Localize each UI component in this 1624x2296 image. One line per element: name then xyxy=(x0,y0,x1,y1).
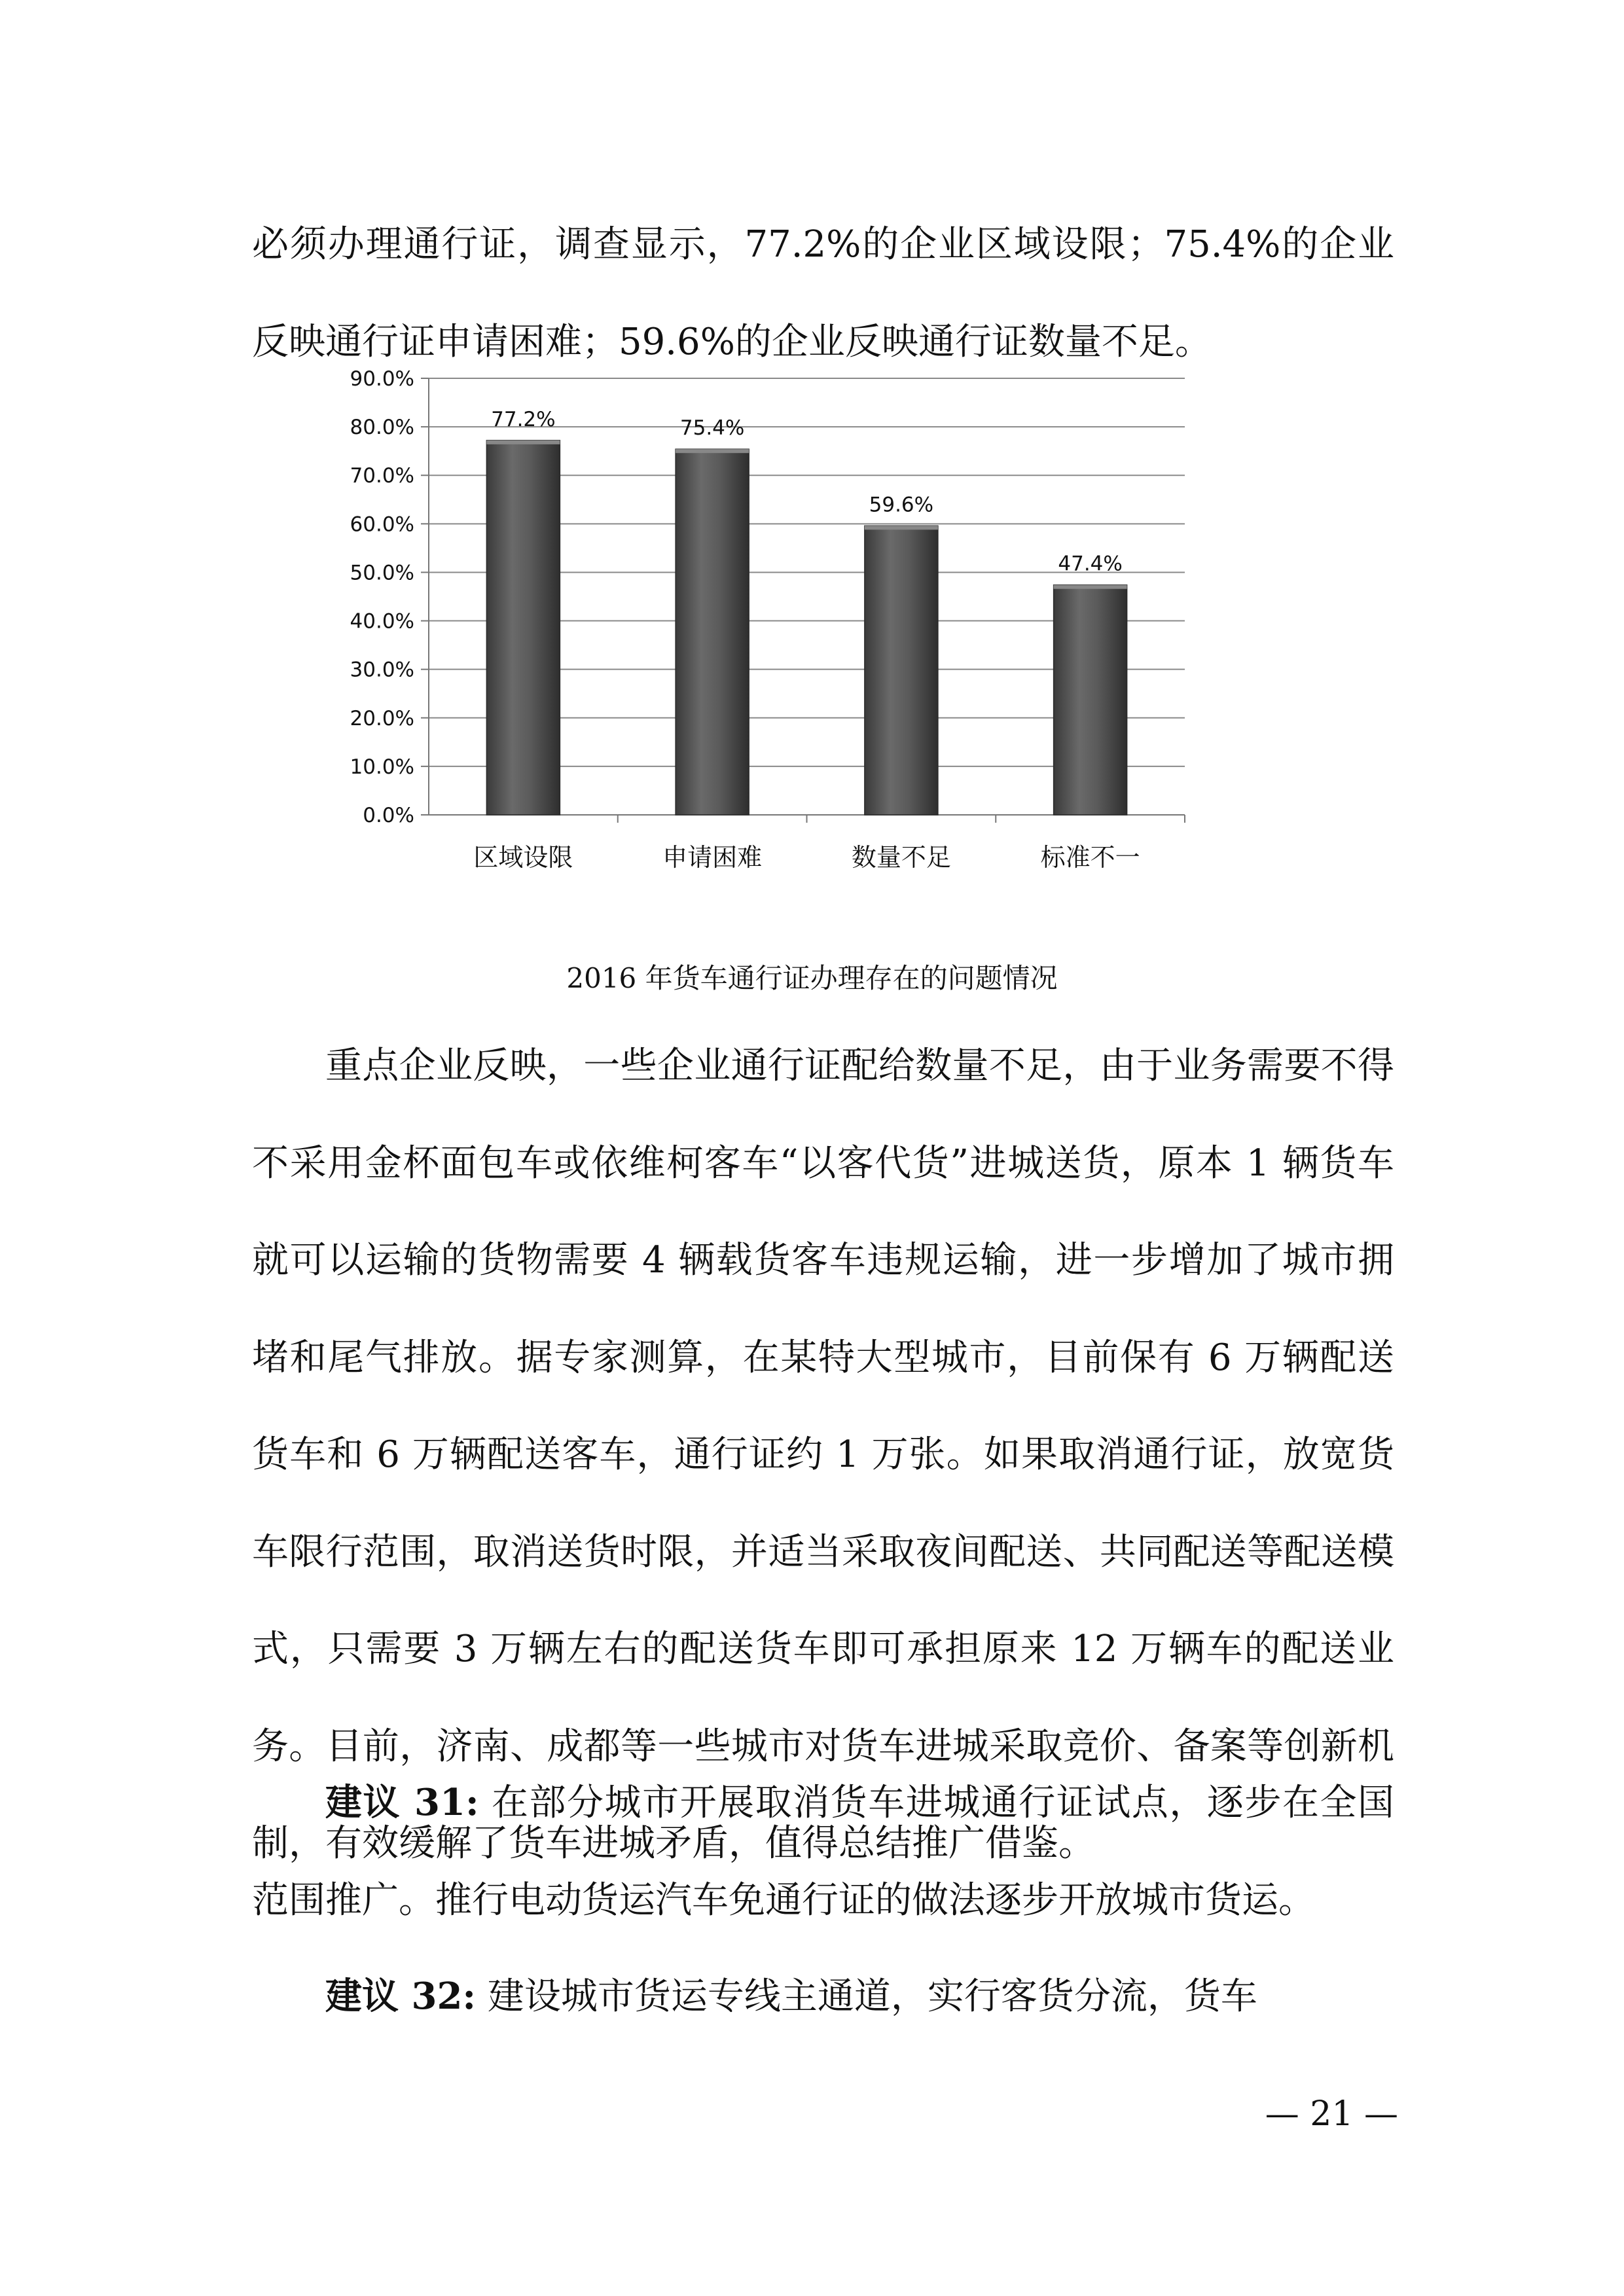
bar-top-highlight xyxy=(1054,585,1127,589)
bar-top-highlight xyxy=(486,440,560,444)
bar xyxy=(676,449,749,815)
chart-caption: 2016 年货车通行证办理存在的问题情况 xyxy=(566,962,1058,994)
suggestion-32-text: 建设城市货运专线主通道，实行客货分流，货车 xyxy=(476,1975,1257,2018)
bar xyxy=(865,526,938,815)
paragraph-intro: 必须办理通行证，调查显示，77.2%的企业区域设限；75.4%的企业反映通行证申请困难；59.6%的企业反映通行证数量不足。 xyxy=(252,223,1394,363)
paragraph-suggestion-32 xyxy=(252,1948,1394,2046)
y-tick-label: 10.0% xyxy=(350,755,414,779)
bar xyxy=(1054,585,1127,815)
bar xyxy=(486,440,560,815)
data-label: 59.6% xyxy=(869,493,934,517)
data-label: 75.4% xyxy=(679,416,745,440)
y-tick-label: 90.0% xyxy=(350,367,414,391)
y-tick-label: 50.0% xyxy=(350,561,414,585)
suggestion-32-label: 建议 32: xyxy=(325,1975,477,2018)
bar-top-highlight xyxy=(676,449,749,453)
bar-top-highlight xyxy=(865,526,938,529)
x-tick-label: 数量不足 xyxy=(851,843,951,872)
y-tick-label: 70.0% xyxy=(350,464,414,488)
y-tick-label: 40.0% xyxy=(350,609,414,634)
x-tick-label: 申请困难 xyxy=(662,843,763,872)
data-label: 47.4% xyxy=(1058,552,1123,576)
paragraph-suggestion-31 xyxy=(252,1754,1394,1949)
y-tick-label: 0.0% xyxy=(363,804,414,827)
data-label: 77.2% xyxy=(491,407,556,431)
bar-chart xyxy=(308,353,1224,897)
y-tick-label: 60.0% xyxy=(350,512,414,537)
suggestion-31-label: 建议 31: xyxy=(325,1781,479,1824)
y-tick-label: 80.0% xyxy=(350,416,414,440)
suggestion-31-text: 在部分城市开展取消货车进城通行证试点，逐步在全国范围推广。推行电动货运汽车免通行证的做法逐步开放城市货运。 xyxy=(252,1782,1394,1922)
y-tick-label: 30.0% xyxy=(350,658,414,682)
y-tick-label: 20.0% xyxy=(350,706,414,730)
paragraph-enterprise-feedback: 重点企业反映，一些企业通行证配给数量不足，由于业务需要不得不采用金杯面包车或依维柯客车“以客代货”进城送货，原本 1 辆货车就可以运输的货物需要 4 辆载货客车违规运输，进一步增加了城市拥堵和尾气排放。据专家测算，在某特大型城市，目前保有 6 万辆配送货车和 6 万辆配送客车，通行证约 1 万张。如果取消通行证，放宽货车限行范围，取消送货时限，并适当采取夜间配送、共同配送等配送模式，只需要 3 万辆左右的配送货车即可承担原来 12 万辆车的配送业务。目前，济南、成都等一些城市对货车进城采取竞价、备案等创新机制，有效缓解了货车进城矛盾，值得总结推广借鉴。 xyxy=(252,1045,1394,1865)
page-number: — 21 — xyxy=(1265,2094,1398,2134)
x-tick-label: 区域设限 xyxy=(473,843,573,872)
x-tick-label: 标准不一 xyxy=(1040,843,1140,872)
